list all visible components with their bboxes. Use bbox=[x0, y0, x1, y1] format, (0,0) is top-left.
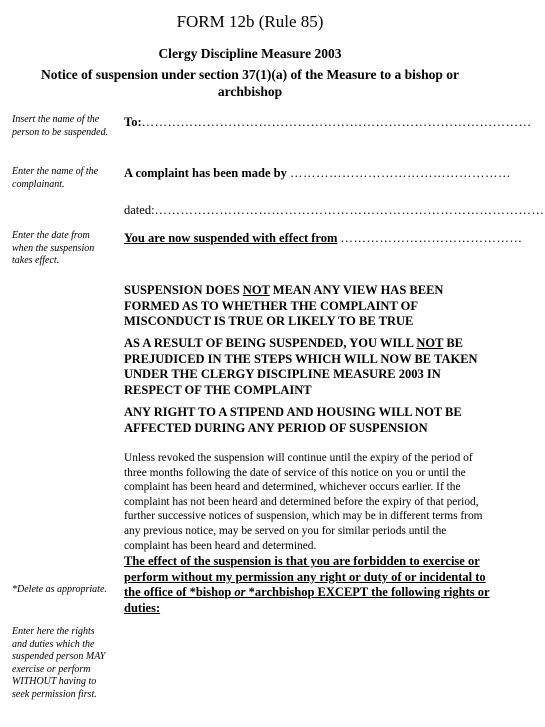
suspended-label: You are now suspended with effect from bbox=[124, 231, 338, 245]
dated-dots: ……………………………………………………………………………… bbox=[154, 203, 545, 217]
notice-title: Notice of suspension under section 37(1)(a) of the Measure to a bishop or archbishop bbox=[41, 67, 459, 99]
form-title: FORM 12b (Rule 85) bbox=[176, 12, 324, 31]
emphasis-not: NOT bbox=[242, 283, 270, 297]
to-label: To: bbox=[124, 115, 142, 129]
suspended-dots: …………………………………… bbox=[340, 231, 523, 245]
to-field[interactable] bbox=[124, 115, 532, 130]
note-complainant: Enter the name of the complainant. bbox=[12, 166, 99, 190]
dated-field[interactable] bbox=[124, 203, 545, 218]
note-date: Enter the date from when the suspension takes effect. bbox=[12, 230, 95, 266]
statement-stipend: ANY RIGHT TO A STIPEND AND HOUSING WILL NOT BE AFFECTED DURING ANY PERIOD OF SUSPENSION bbox=[124, 405, 462, 435]
effect-or: or bbox=[234, 585, 246, 599]
to-dots: ……………………………………………………………………………… bbox=[141, 115, 532, 129]
dated-label: dated: bbox=[124, 203, 155, 217]
note-to: Insert the name of the person to be suspended. bbox=[12, 114, 109, 138]
complainant-field[interactable] bbox=[124, 166, 511, 181]
statement-not-view: SUSPENSION DOES NOT MEAN ANY VIEW HAS BEEN FORMED AS TO WHETHER THE COMPLAINT OF MISCONDUCT IS TRUE OR LIKELY TO BE TRUE bbox=[124, 283, 444, 328]
complaint-label: A complaint has been made by bbox=[124, 166, 287, 180]
effect-statement: The effect of the suspension is that you are forbidden to exercise or perform without my permission any right or duty of or incidental to the office of *bishop or *archbishop EXCEPT the following rights or duties: bbox=[124, 554, 490, 615]
note-delete: *Delete as appropriate. bbox=[12, 584, 107, 595]
note-rights: Enter here the rights and duties which the suspended person MAY exercise or perform WITHOUT having to seek permission first. bbox=[12, 626, 106, 700]
measure-title: Clergy Discipline Measure 2003 bbox=[158, 46, 342, 61]
complaint-dots: …………………………………………… bbox=[290, 166, 511, 180]
statement-not-prejudiced: AS A RESULT OF BEING SUSPENDED, YOU WILL NOT BE PREJUDICED IN THE STEPS WHICH WILL NOW BE TAKEN UNDER THE CLERGY DISCIPLINE MEASURE 2003 IN RESPECT OF THE COMPLAINT bbox=[124, 336, 478, 397]
revocation-paragraph: Unless revoked the suspension will continue until the expiry of the period of three months following the date of service of this notice on you or until the complaint has been heard and determined, whichever occurs earlier. If the complaint has not been heard and determined before the expiry of that period, further successive notices of suspension, which may be in different terms from any previous notice, may be served on you for similar periods until the complaint has been heard and determined. bbox=[124, 452, 483, 552]
emphasis-not: NOT bbox=[416, 336, 444, 350]
suspension-date-field[interactable] bbox=[124, 231, 523, 246]
